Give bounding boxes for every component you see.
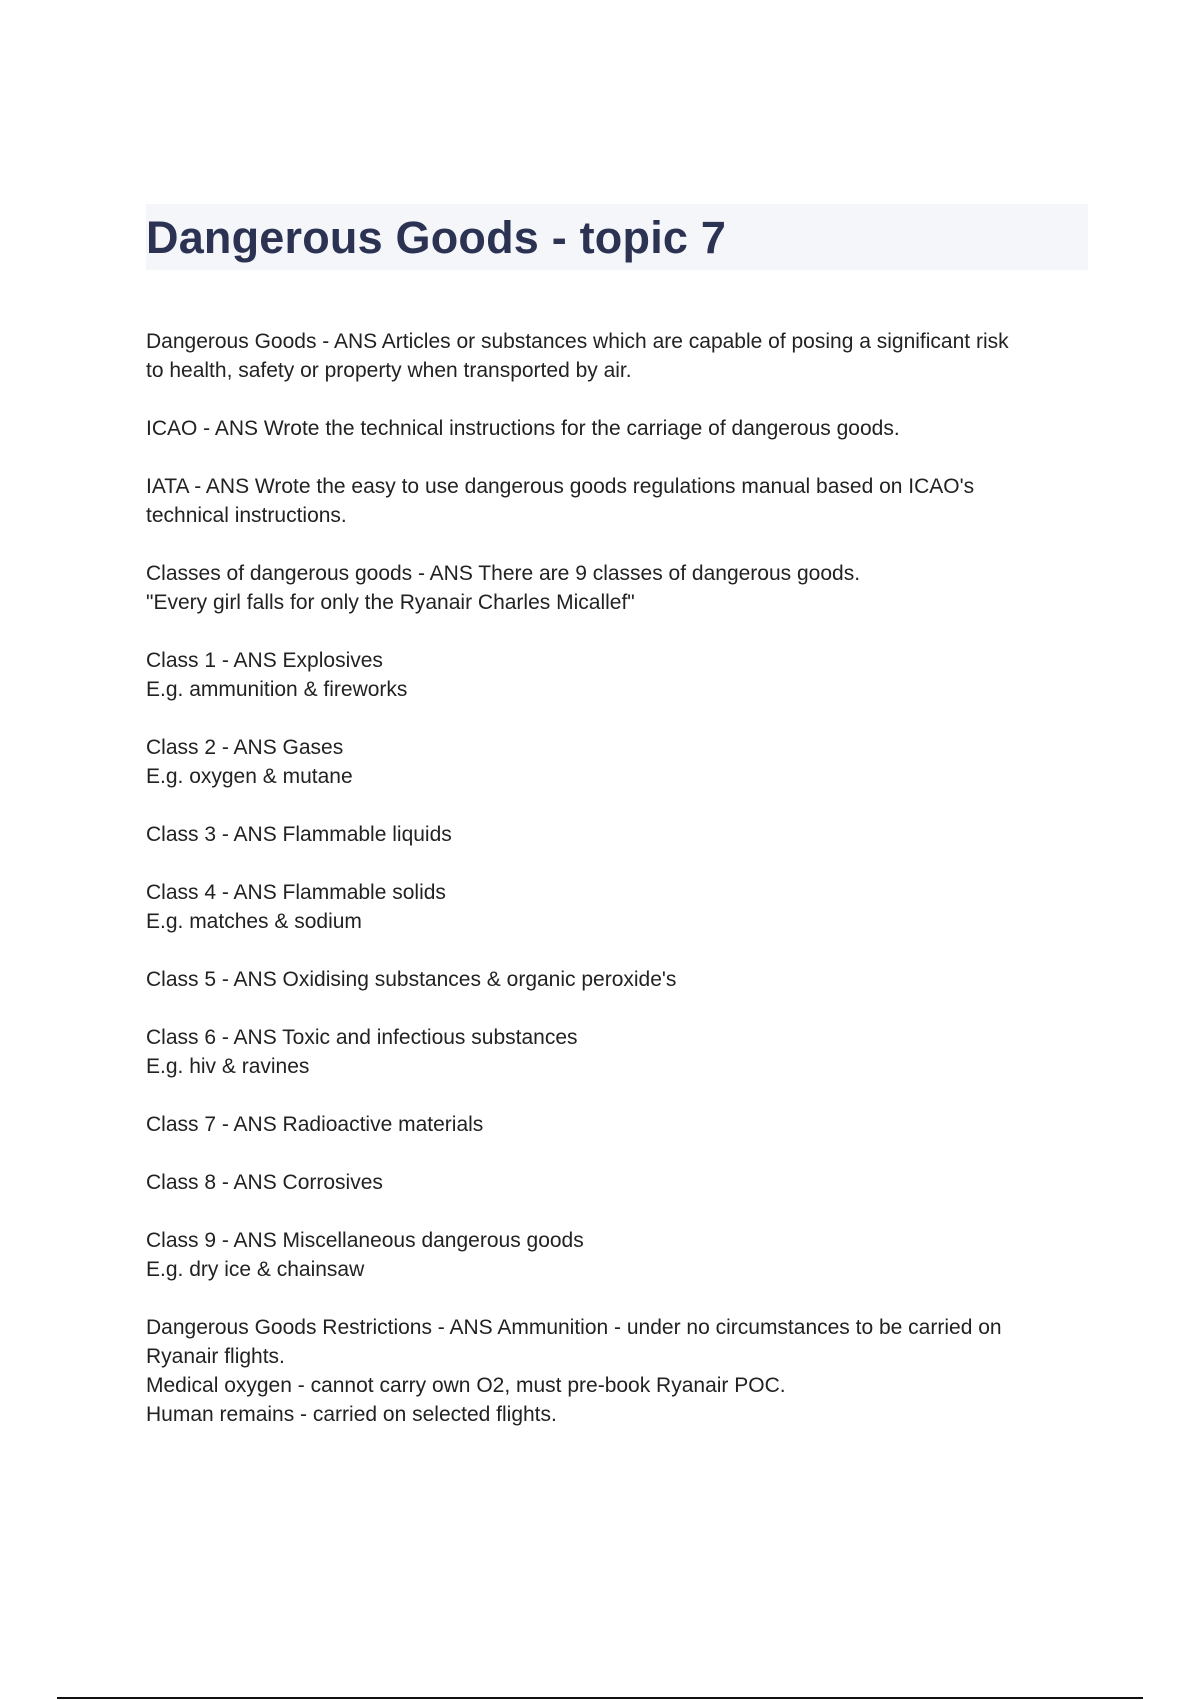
entry-line: Dangerous Goods Restrictions - ANS Ammunition - under no circumstances to be carried on xyxy=(146,1316,1002,1339)
entry-line: Medical oxygen - cannot carry own O2, must pre-book Ryanair POC. xyxy=(146,1374,786,1397)
entry-line: E.g. hiv & ravines xyxy=(146,1055,310,1078)
entry-class-4 xyxy=(146,878,1086,936)
entry-class-5 xyxy=(146,965,1086,994)
entry-line: Class 3 - ANS Flammable liquids xyxy=(146,823,452,846)
entry-line: Human remains - carried on selected flights. xyxy=(146,1403,557,1426)
entry-line: ICAO - ANS Wrote the technical instructions for the carriage of dangerous goods. xyxy=(146,417,900,440)
entry-line: Classes of dangerous goods - ANS There are 9 classes of dangerous goods. xyxy=(146,562,861,585)
entry-dangerous-goods xyxy=(146,327,1086,385)
entry-line: to health, safety or property when transported by air. xyxy=(146,359,632,382)
entry-line: Class 1 - ANS Explosives xyxy=(146,649,383,672)
entry-line: IATA - ANS Wrote the easy to use dangerous goods regulations manual based on ICAO's xyxy=(146,475,975,498)
entry-line: E.g. dry ice & chainsaw xyxy=(146,1258,365,1281)
entry-line: Class 8 - ANS Corrosives xyxy=(146,1171,383,1194)
entry-line: Ryanair flights. xyxy=(146,1345,285,1368)
entry-line: technical instructions. xyxy=(146,504,347,527)
entry-line: Class 4 - ANS Flammable solids xyxy=(146,881,446,904)
entry-line: Class 6 - ANS Toxic and infectious substances xyxy=(146,1026,578,1049)
entry-line: Class 2 - ANS Gases xyxy=(146,736,344,759)
entry-line: Class 9 - ANS Miscellaneous dangerous goods xyxy=(146,1229,584,1252)
entry-restrictions xyxy=(146,1313,1086,1429)
entry-class-2 xyxy=(146,733,1086,791)
entry-class-8 xyxy=(146,1168,1086,1197)
entry-line: E.g. matches & sodium xyxy=(146,910,362,933)
entry-line: Dangerous Goods - ANS Articles or substances which are capable of posing a significant risk xyxy=(146,330,1009,353)
title-banner xyxy=(146,204,1088,270)
entry-class-3 xyxy=(146,820,1086,849)
entry-class-6 xyxy=(146,1023,1086,1081)
entry-line: Class 7 - ANS Radioactive materials xyxy=(146,1113,484,1136)
entry-class-1 xyxy=(146,646,1086,704)
page-title: Dangerous Goods - topic 7 xyxy=(146,211,727,263)
entry-line: "Every girl falls for only the Ryanair Charles Micallef" xyxy=(146,591,635,614)
entry-icao xyxy=(146,414,1086,443)
entry-class-7 xyxy=(146,1110,1086,1139)
entry-classes xyxy=(146,559,1086,617)
entry-class-9 xyxy=(146,1226,1086,1284)
entry-line: E.g. oxygen & mutane xyxy=(146,765,353,788)
document-body xyxy=(146,327,1086,1458)
entry-line: Class 5 - ANS Oxidising substances & organic peroxide's xyxy=(146,968,677,991)
entry-line: E.g. ammunition & fireworks xyxy=(146,678,408,701)
footer-divider xyxy=(57,1697,1143,1699)
entry-iata xyxy=(146,472,1086,530)
